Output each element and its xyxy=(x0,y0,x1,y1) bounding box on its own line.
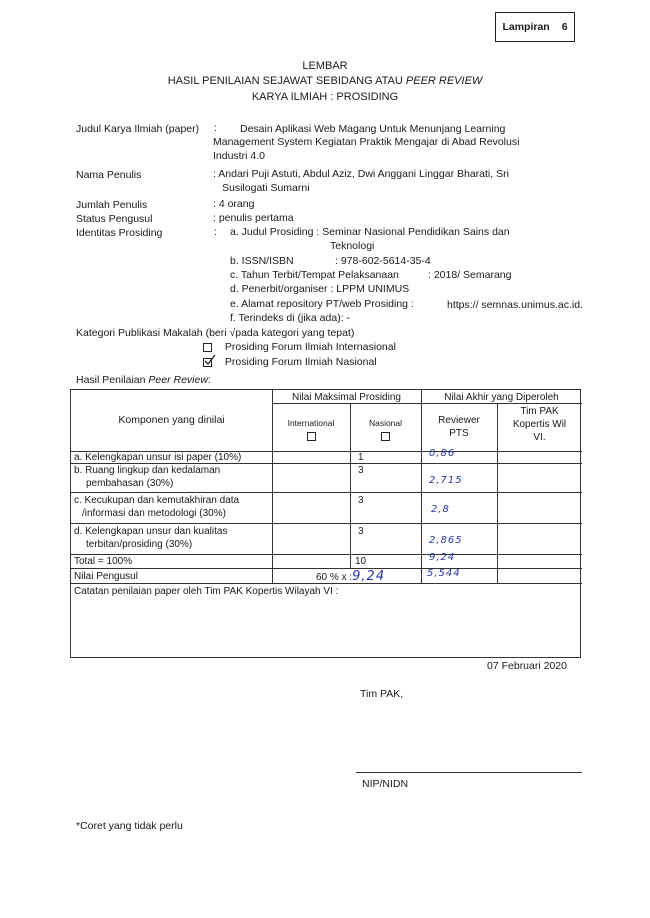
lampiran-label: Lampiran xyxy=(502,21,550,33)
row-d-max: 3 xyxy=(358,526,364,537)
row-c-komponen: c. Kecukupan dan kemutakhiran data /informasi dan metodologi (30%) xyxy=(74,495,240,519)
jumlah-value: : 4 orang xyxy=(213,198,255,210)
row-c-max: 3 xyxy=(358,495,364,506)
checkbox-table-international[interactable] xyxy=(307,432,316,441)
header-nilai-maks: Nilai Maksimal Prosiding xyxy=(292,392,401,403)
nip-label: NIP/NIDN xyxy=(362,778,409,790)
status-label: Status Pengusul xyxy=(76,213,153,225)
row-c-score: 2,8 xyxy=(431,504,450,515)
identitas-f: f. Terindeks di (jika ada): - xyxy=(230,312,351,324)
identitas-b-value: : 978-602-5614-35-4 xyxy=(335,255,431,267)
identitas-e-label: e. Alamat repository PT/web Prosiding : xyxy=(230,298,414,310)
check-icon xyxy=(204,354,216,366)
colon: : xyxy=(214,226,217,238)
penulis-value-2: Susilogati Sumarni xyxy=(222,182,310,194)
pengusul-label: Nilai Pengusul xyxy=(74,571,138,582)
row-a-score: 0,86 xyxy=(429,448,456,459)
title-line1: LEMBAR xyxy=(302,60,348,72)
date: 07 Februari 2020 xyxy=(487,660,567,672)
judul-value: Desain Aplikasi Web Magang Untuk Menunjang Learning xyxy=(240,123,506,135)
title-line2: HASIL PENILAIAN SEJAWAT SEBIDANG ATAU PEER REVIEW xyxy=(167,75,483,87)
identitas-c-value: : 2018/ Semarang xyxy=(428,269,512,281)
identitas-a-2: Teknologi xyxy=(330,240,375,252)
title-line3: KARYA ILMIAH : PROSIDING xyxy=(251,91,399,103)
row-a-max: 1 xyxy=(358,452,364,463)
total-score: 9,24 xyxy=(429,552,456,563)
pengusul-formula: 60 % x :9,24 xyxy=(316,569,386,584)
total-label: Total = 100% xyxy=(74,556,133,567)
kategori-opt1[interactable]: Prosiding Forum Ilmiah Internasional xyxy=(203,341,396,353)
judul-value-3: Industri 4.0 xyxy=(213,150,265,162)
tim-pak: Tim PAK, xyxy=(360,688,404,700)
header-nilai-akhir: Nilai Akhir yang Diperoleh xyxy=(444,392,559,403)
row-a-komponen: a. Kelengkapan unsur isi paper (10%) xyxy=(74,452,242,463)
identitas-b-label: b. ISSN/ISBN xyxy=(230,255,294,267)
checkbox-international[interactable] xyxy=(203,343,212,352)
footnote: *Coret yang tidak perlu xyxy=(76,820,183,832)
identitas-c-label: c. Tahun Terbit/Tempat Pelaksanaan xyxy=(230,269,399,281)
row-b-komponen: b. Ruang lingkup dan kedalaman pembahasan (30%) xyxy=(74,465,221,489)
identitas-a: a. Judul Prosiding : Seminar Nasional Pendidikan Sains dan xyxy=(230,226,510,238)
pengusul-score: 5,544 xyxy=(427,568,461,579)
row-b-max: 3 xyxy=(358,465,364,476)
checkbox-table-nasional[interactable] xyxy=(381,432,390,441)
status-value: : penulis pertama xyxy=(213,212,294,224)
lampiran-box xyxy=(495,12,575,42)
colon: : xyxy=(214,122,217,134)
penulis-value: : Andari Puji Astuti, Abdul Aziz, Dwi Anggani Linggar Bharati, Sri xyxy=(213,168,509,180)
kategori-heading: Kategori Publikasi Makalah (beri √pada kategori yang tepat) xyxy=(76,327,355,339)
penulis-label: Nama Penulis xyxy=(76,169,142,181)
checkbox-nasional-checked[interactable] xyxy=(203,358,212,367)
header-international: International xyxy=(272,417,350,443)
identitas-e-value: https:// semnas.unimus.ac.id. xyxy=(447,299,583,311)
row-d-komponen: d. Kelengkapan unsur dan kualitas terbitan/prosiding (30%) xyxy=(74,526,228,550)
header-komponen: Komponen yang dinilai xyxy=(118,414,225,426)
row-d-score: 2,865 xyxy=(429,535,463,546)
judul-label: Judul Karya Ilmiah (paper) xyxy=(76,123,200,135)
row-b-score: 2,715 xyxy=(429,475,463,486)
hasil-label: Hasil Penilaian Peer Review: xyxy=(76,374,211,386)
header-tim-pak: Tim PAK Kopertis Wil VI. xyxy=(512,406,567,443)
header-nasional: Nasional xyxy=(350,417,421,443)
catatan-label: Catatan penilaian paper oleh Tim PAK Kopertis Wilayah VI : xyxy=(74,586,339,597)
identitas-label: Identitas Prosiding xyxy=(76,227,163,239)
lampiran-number: 6 xyxy=(561,21,568,33)
total-max: 10 xyxy=(355,556,367,567)
review-table xyxy=(70,389,581,658)
judul-value-2: Management System Kegiatan Praktik Mengajar di Abad Revolusi xyxy=(213,136,520,148)
identitas-d: d. Penerbit/organiser : LPPM UNIMUS xyxy=(230,283,410,295)
signature-line xyxy=(356,772,582,773)
header-reviewer: Reviewer PTS xyxy=(438,415,480,439)
jumlah-label: Jumlah Penulis xyxy=(76,199,148,211)
kategori-opt2[interactable]: Prosiding Forum Ilmiah Nasional xyxy=(203,356,377,368)
